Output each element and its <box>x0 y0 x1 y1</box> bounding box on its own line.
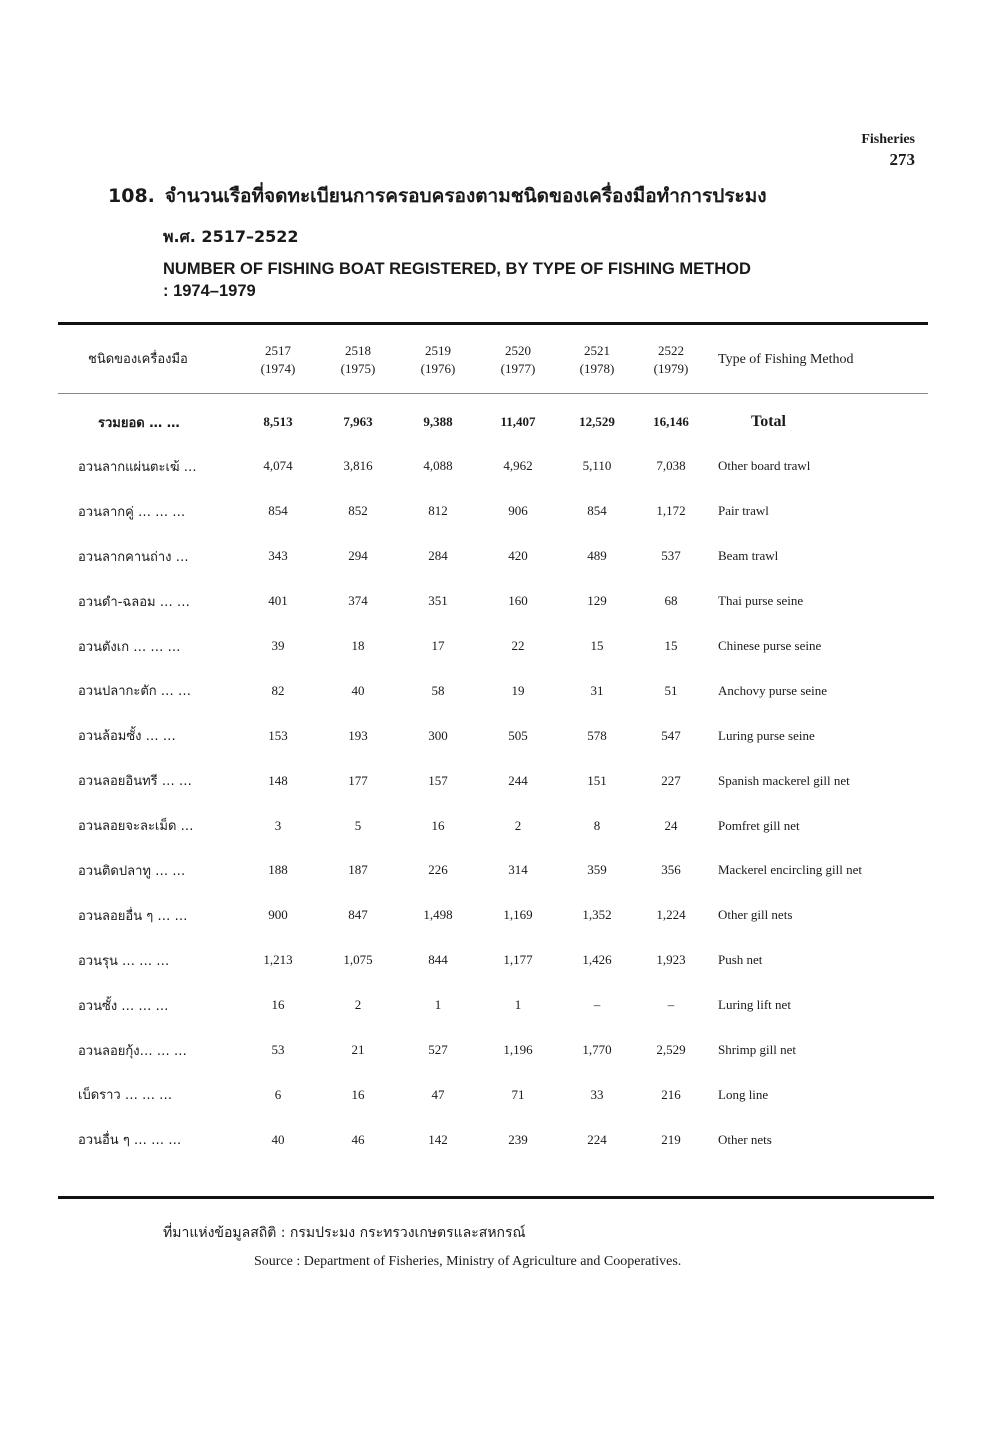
table-number: 108. <box>108 185 155 207</box>
col-header-year: 2522 (1979) <box>653 343 689 376</box>
row-label-english: Anchovy purse seine <box>718 682 828 698</box>
row-label-english: Luring purse seine <box>718 727 815 743</box>
cell-value: 216 <box>661 1086 681 1102</box>
cell-value: 847 <box>348 907 368 923</box>
cell-value: 8 <box>593 817 601 833</box>
cell-value: – <box>667 997 675 1013</box>
table-title-thai <box>108 181 767 211</box>
cell-value: 1,923 <box>656 952 686 968</box>
cell-value: 284 <box>428 548 448 564</box>
cell-value: 151 <box>587 772 607 788</box>
cell-value: 224 <box>587 1131 607 1147</box>
cell-value: 17 <box>431 638 445 653</box>
table-row <box>58 444 928 489</box>
cell-value: 2 <box>354 997 362 1013</box>
cell-value: 15 <box>664 638 678 653</box>
cell-value: 852 <box>348 503 368 519</box>
table-row <box>58 534 928 579</box>
row-label-english: Luring lift net <box>718 997 791 1013</box>
cell-value: 153 <box>268 727 288 743</box>
row-label-english: Total <box>751 413 786 430</box>
table-row <box>58 579 928 624</box>
row-label-thai: อวนลอยอื่น ๆ … … <box>78 908 188 924</box>
cell-value: 188 <box>268 862 288 878</box>
cell-value: 1,169 <box>503 907 533 923</box>
table-row <box>58 668 928 713</box>
cell-value: – <box>593 997 601 1013</box>
table-header-row <box>58 330 928 390</box>
row-label-thai: รวมยอด … … <box>98 415 180 431</box>
cell-value: 4,074 <box>263 458 293 474</box>
cell-value: 39 <box>271 638 285 653</box>
row-label-english: Pair trawl <box>718 503 769 519</box>
cell-value: 5 <box>354 817 362 833</box>
cell-value: 4,088 <box>423 458 453 474</box>
table-row <box>58 758 928 803</box>
row-label-thai: อวนลอยกุ้ง… … … <box>78 1043 187 1059</box>
row-label-thai: อวนซั้ง … … … <box>78 998 169 1014</box>
cell-value: 854 <box>268 503 288 519</box>
cell-value: 547 <box>661 727 681 743</box>
cell-value: 148 <box>268 772 288 788</box>
cell-value: 844 <box>428 952 448 968</box>
table-title-english <box>163 258 751 302</box>
col-header-year: 2520 (1977) <box>500 343 536 376</box>
source-thai: ที่มาแห่งข้อมูลสถิติ : กรมประมง กระทรวงเกษตรและสหกรณ์ <box>163 1225 526 1241</box>
cell-value: 193 <box>348 727 368 743</box>
cell-value: 1,352 <box>582 907 612 923</box>
cell-value: 239 <box>508 1131 528 1147</box>
source-english: Source : Department of Fisheries, Ministry of Agriculture and Cooperatives. <box>254 1254 682 1269</box>
data-table <box>58 330 928 1162</box>
cell-value: 900 <box>268 907 288 923</box>
row-label-thai: อวนลากคู่ … … … <box>78 504 186 520</box>
cell-value: 53 <box>271 1042 285 1058</box>
row-label-thai: อวนลากแผ่นตะเฆ้ … <box>78 459 197 475</box>
cell-value: 578 <box>587 727 607 743</box>
top-rule <box>58 322 928 325</box>
cell-value: 82 <box>271 682 285 698</box>
cell-value: 4,962 <box>503 458 533 474</box>
cell-value: 1,172 <box>656 503 686 519</box>
row-label-thai: อวนล้อมซั้ง … … <box>78 729 176 745</box>
row-label-thai: อวนรุน … … … <box>78 953 170 969</box>
cell-value: 16,146 <box>653 414 689 429</box>
cell-value: 9,388 <box>423 414 453 429</box>
cell-value: 489 <box>587 548 607 564</box>
cell-value: 537 <box>661 548 681 564</box>
cell-value: 6 <box>274 1086 282 1102</box>
cell-value: 157 <box>428 772 448 788</box>
cell-value: 8,513 <box>263 414 293 429</box>
cell-value: 142 <box>428 1131 448 1147</box>
row-label-english: Chinese purse seine <box>718 638 822 653</box>
cell-value: 505 <box>508 727 528 743</box>
cell-value: 5,110 <box>582 458 612 474</box>
cell-value: 854 <box>587 503 607 519</box>
table-row <box>58 893 928 938</box>
cell-value: 1,213 <box>263 952 293 968</box>
table-row <box>58 1072 928 1117</box>
cell-value: 3 <box>274 817 282 833</box>
cell-value: 1 <box>434 997 442 1013</box>
row-label-english: Push net <box>718 952 763 968</box>
cell-value: 129 <box>587 593 607 609</box>
cell-value: 58 <box>431 682 445 698</box>
page-number: 273 <box>889 150 915 169</box>
cell-value: 21 <box>351 1042 365 1058</box>
bottom-rule <box>58 1196 934 1199</box>
table-row <box>58 983 928 1028</box>
cell-value: 18 <box>351 638 365 653</box>
row-label-thai: อวนลากคานถ่าง … <box>78 549 189 565</box>
col-header-year: 2519 (1976) <box>420 343 456 376</box>
row-label-thai: อวนดำ-ฉลอม … … <box>78 594 190 610</box>
cell-value: 7,038 <box>656 458 686 474</box>
section-label: Fisheries <box>861 132 915 147</box>
cell-value: 71 <box>511 1086 525 1102</box>
cell-value: 812 <box>428 503 448 519</box>
cell-value: 40 <box>351 682 365 698</box>
cell-value: 420 <box>508 548 528 564</box>
row-label-thai: อวนติดปลาทู … … <box>78 863 186 879</box>
cell-value: 314 <box>508 862 528 878</box>
row-label-english: Other gill nets <box>718 907 793 923</box>
cell-value: 177 <box>348 772 368 788</box>
title-thai-years: พ.ศ. 2517–2522 <box>163 227 299 246</box>
cell-value: 7,963 <box>343 414 373 429</box>
row-label-english: Beam trawl <box>718 548 779 564</box>
cell-value: 294 <box>348 548 368 564</box>
cell-value: 24 <box>664 817 678 833</box>
cell-value: 1,196 <box>503 1042 533 1058</box>
row-label-english: Other board trawl <box>718 458 811 474</box>
cell-value: 33 <box>590 1086 604 1102</box>
cell-value: 16 <box>351 1086 365 1102</box>
cell-value: 187 <box>348 862 368 878</box>
cell-value: 1,770 <box>582 1042 612 1058</box>
table-row-total <box>58 390 928 444</box>
table-row <box>58 848 928 893</box>
cell-value: 219 <box>661 1131 681 1147</box>
title-en-line2: : 1974–1979 <box>163 282 256 300</box>
cell-value: 227 <box>661 772 681 788</box>
cell-value: 906 <box>508 503 528 519</box>
row-label-thai: อวนลอยอินทรี … … <box>78 774 192 790</box>
col-header-thai: ชนิดของเครื่องมือ <box>88 352 188 367</box>
cell-value: 356 <box>661 862 681 878</box>
table-row <box>58 489 928 534</box>
cell-value: 19 <box>511 682 525 698</box>
title-thai-text: จำนวนเรือที่จดทะเบียนการครอบครองตามชนิดของเครื่องมือทำการประมง <box>164 185 767 207</box>
cell-value: 1,224 <box>656 907 686 923</box>
row-label-thai: อวนอื่น ๆ … … … <box>78 1133 182 1149</box>
cell-value: 3,816 <box>343 458 373 474</box>
col-header-year: 2521 (1978) <box>579 343 615 376</box>
table-row <box>58 1028 928 1073</box>
cell-value: 244 <box>508 772 528 788</box>
col-header-english: Type of Fishing Method <box>718 352 854 367</box>
cell-value: 40 <box>271 1131 285 1147</box>
cell-value: 11,407 <box>500 414 536 429</box>
cell-value: 351 <box>428 593 448 609</box>
cell-value: 1 <box>514 997 522 1013</box>
cell-value: 343 <box>268 548 288 564</box>
table-row <box>58 713 928 758</box>
table-row <box>58 624 928 669</box>
col-header-year: 2518 (1975) <box>340 343 376 376</box>
cell-value: 47 <box>431 1086 445 1102</box>
cell-value: 359 <box>587 862 607 878</box>
table-row <box>58 938 928 983</box>
cell-value: 15 <box>590 638 604 653</box>
table-row <box>58 1117 928 1162</box>
cell-value: 1,498 <box>423 907 453 923</box>
row-label-thai: อวนปลากะตัก … … <box>78 684 191 700</box>
cell-value: 374 <box>348 593 368 609</box>
row-label-english: Shrimp gill net <box>718 1042 796 1058</box>
row-label-english: Mackerel encircling gill net <box>718 862 863 878</box>
cell-value: 226 <box>428 862 448 878</box>
cell-value: 401 <box>268 593 288 609</box>
row-label-thai: อวนตังเก … … … <box>78 639 181 655</box>
row-label-english: Thai purse seine <box>718 593 804 609</box>
cell-value: 46 <box>351 1131 365 1147</box>
col-header-year: 2517 (1974) <box>260 343 296 376</box>
cell-value: 2 <box>514 817 522 833</box>
row-label-thai: อวนลอยจะละเม็ด … <box>78 819 194 835</box>
title-en-line1: NUMBER OF FISHING BOAT REGISTERED, BY TYPE OF FISHING METHOD <box>163 260 751 278</box>
cell-value: 51 <box>664 682 678 698</box>
cell-value: 12,529 <box>579 414 615 429</box>
cell-value: 68 <box>664 593 678 609</box>
row-label-thai: เบ็ดราว … … … <box>78 1088 173 1104</box>
cell-value: 300 <box>428 727 448 743</box>
cell-value: 16 <box>431 817 445 833</box>
row-label-english: Long line <box>718 1086 769 1102</box>
cell-value: 160 <box>508 593 528 609</box>
cell-value: 2,529 <box>656 1042 686 1058</box>
row-label-english: Pomfret gill net <box>718 817 800 833</box>
cell-value: 527 <box>428 1042 448 1058</box>
cell-value: 1,177 <box>503 952 533 968</box>
table-row <box>58 803 928 848</box>
cell-value: 22 <box>511 638 525 653</box>
cell-value: 16 <box>271 997 285 1013</box>
cell-value: 1,075 <box>343 952 373 968</box>
cell-value: 31 <box>590 682 604 698</box>
cell-value: 1,426 <box>582 952 612 968</box>
row-label-english: Other nets <box>718 1131 772 1147</box>
row-label-english: Spanish mackerel gill net <box>718 772 850 788</box>
